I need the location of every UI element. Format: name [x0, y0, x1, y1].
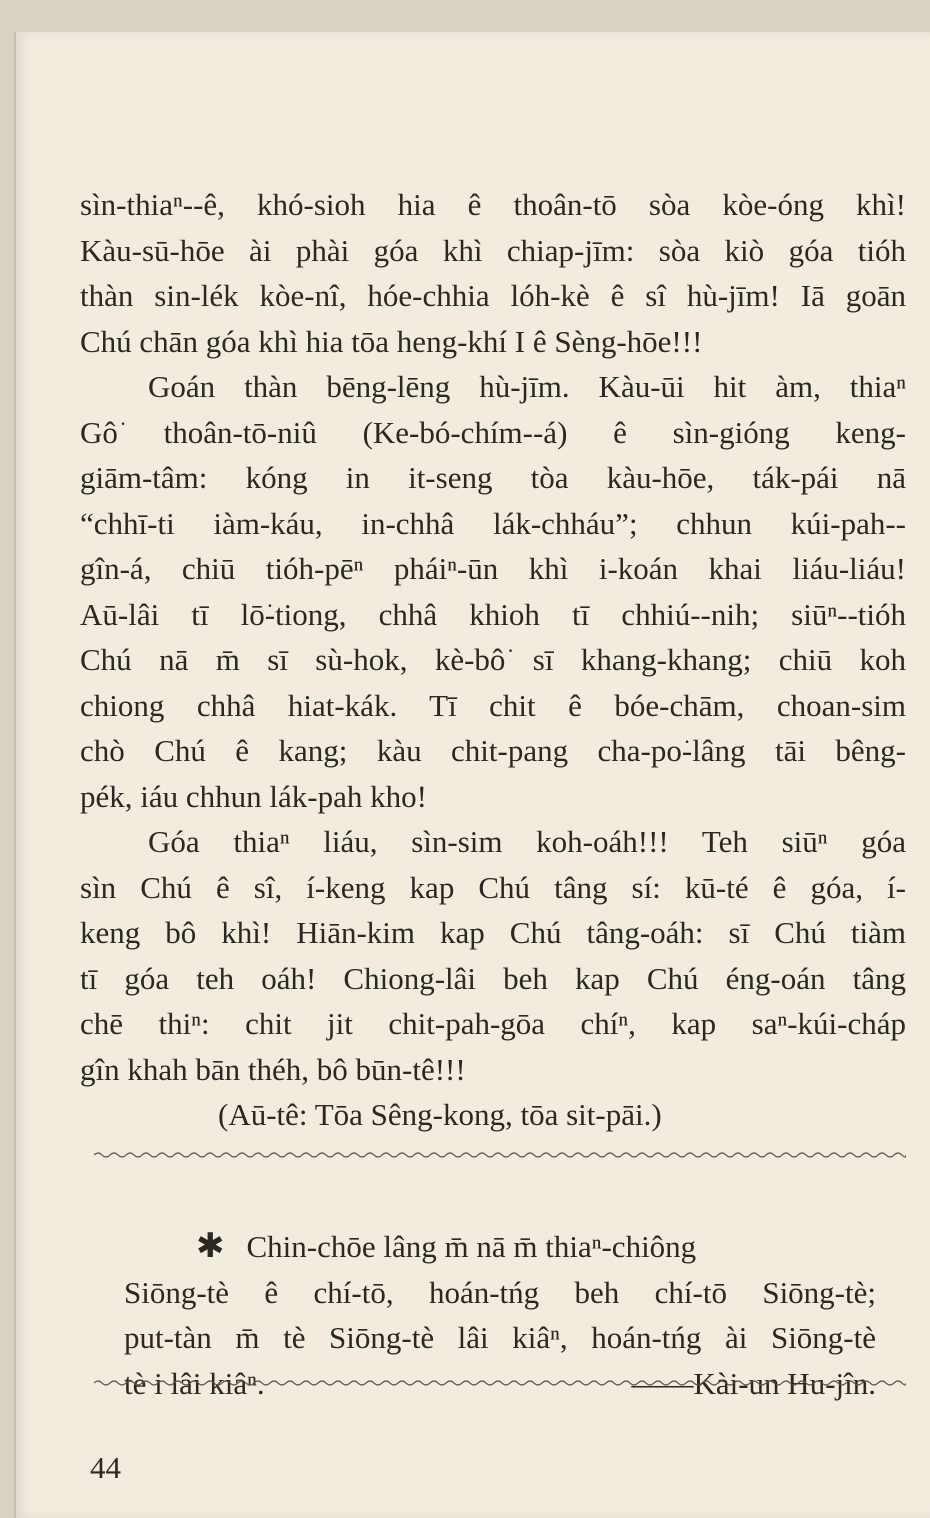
quote-line: put-tàn m̄ tè Siōng-tè lâi kiâⁿ, hoán-tńg ài Siōng-tè	[124, 1320, 876, 1355]
text-line: Goán thàn bēng-lēng hù-jīm. Kàu-ūi hit àm, thiaⁿ	[148, 369, 906, 404]
quote-line	[124, 1224, 876, 1270]
text-line: keng bô khì! Hiān-kim kap Chú tâng-oáh: sī Chú tiàm	[80, 915, 906, 950]
text-line: tī góa teh oáh! Chiong-lâi beh kap Chú éng-oán tâng	[80, 960, 906, 996]
page-number: 44	[90, 1450, 121, 1485]
asterisk-icon: ✱	[196, 1228, 225, 1265]
text-line: Góa thiaⁿ liáu, sìn-sim koh-oáh!!! Teh siūⁿ góa	[148, 824, 906, 859]
main-text	[80, 182, 906, 1138]
text-line: “chhī-ti iàm-káu, in-chhâ lák-chháu”; chhun kúi-pah--	[80, 505, 906, 541]
text-line: chiong chhâ hiat-kák. Tī chit ê bóe-chām, choan-sim	[80, 687, 906, 723]
text-line: Kàu-sū-hōe ài phài góa khì chiap-jīm: sòa kiò góa tióh	[80, 232, 906, 268]
text-line: gîn khah bān théh, bô būn-tê!!!	[80, 1051, 466, 1087]
quote-author: ——Kài-un Hu-jîn.	[631, 1365, 876, 1401]
text-line: sìn Chú ê sî, í-keng kap Chú tâng sí: kū-té ê góa, í-	[80, 869, 906, 905]
quote-line-text: tè i lâi kiâⁿ.	[124, 1365, 265, 1401]
text-line: thàn sin-lék kòe-nî, hóe-chhia lóh-kè ê sî hù-jīm! Iā goān	[80, 278, 906, 313]
text-line: Chú chān góa khì hia tōa heng-khí I ê Sèng-hōe!!!	[80, 323, 703, 359]
text-line: Chú nā m̄ sī sù-hok, kè-bô͘ sī khang-khang; chiū koh	[80, 642, 906, 677]
text-line: chē thiⁿ: chit jit chit-pah-gōa chíⁿ, kap saⁿ-kúi-cháp	[80, 1006, 906, 1041]
text-line: giām-tâm: kóng in it-seng tòa kàu-hōe, ták-pái nā	[80, 460, 906, 495]
quote-line-text: Chin-chōe lâng m̄ nā m̄ thiaⁿ-chiông	[246, 1229, 697, 1264]
text-line: chò Chú ê kang; kàu chit-pang cha-po͘-lâng tāi bêng-	[80, 733, 906, 768]
attribution: (Aū-tê: Tōa Sêng-kong, tōa sit-pāi.)	[218, 1097, 662, 1132]
text-line: Gô͘ thoân-tō-niû (Ke-bó-chím--á) ê sìn-gióng keng-	[80, 414, 906, 450]
text-line: sìn-thiaⁿ--ê, khó-sioh hia ê thoân-tō sòa kòe-óng khì!	[80, 187, 906, 222]
text-line: Aū-lâi tī lō͘-tiong, chhâ khioh tī chhiú--nih; siūⁿ--tióh	[80, 596, 906, 632]
wavy-divider-top	[94, 1150, 906, 1160]
text-line: gîn-á, chiū tióh-pēⁿ pháiⁿ-ūn khì i-koán khai liáu-liáu!	[80, 551, 906, 586]
text-line: pék, iáu chhun lák-pah kho͘!	[80, 778, 427, 814]
wavy-divider-bottom	[94, 1378, 906, 1388]
book-page	[14, 32, 930, 1518]
quote-line: Siōng-tè ê chí-tō, hoán-tńg beh chí-tō Siōng-tè;	[124, 1274, 876, 1310]
